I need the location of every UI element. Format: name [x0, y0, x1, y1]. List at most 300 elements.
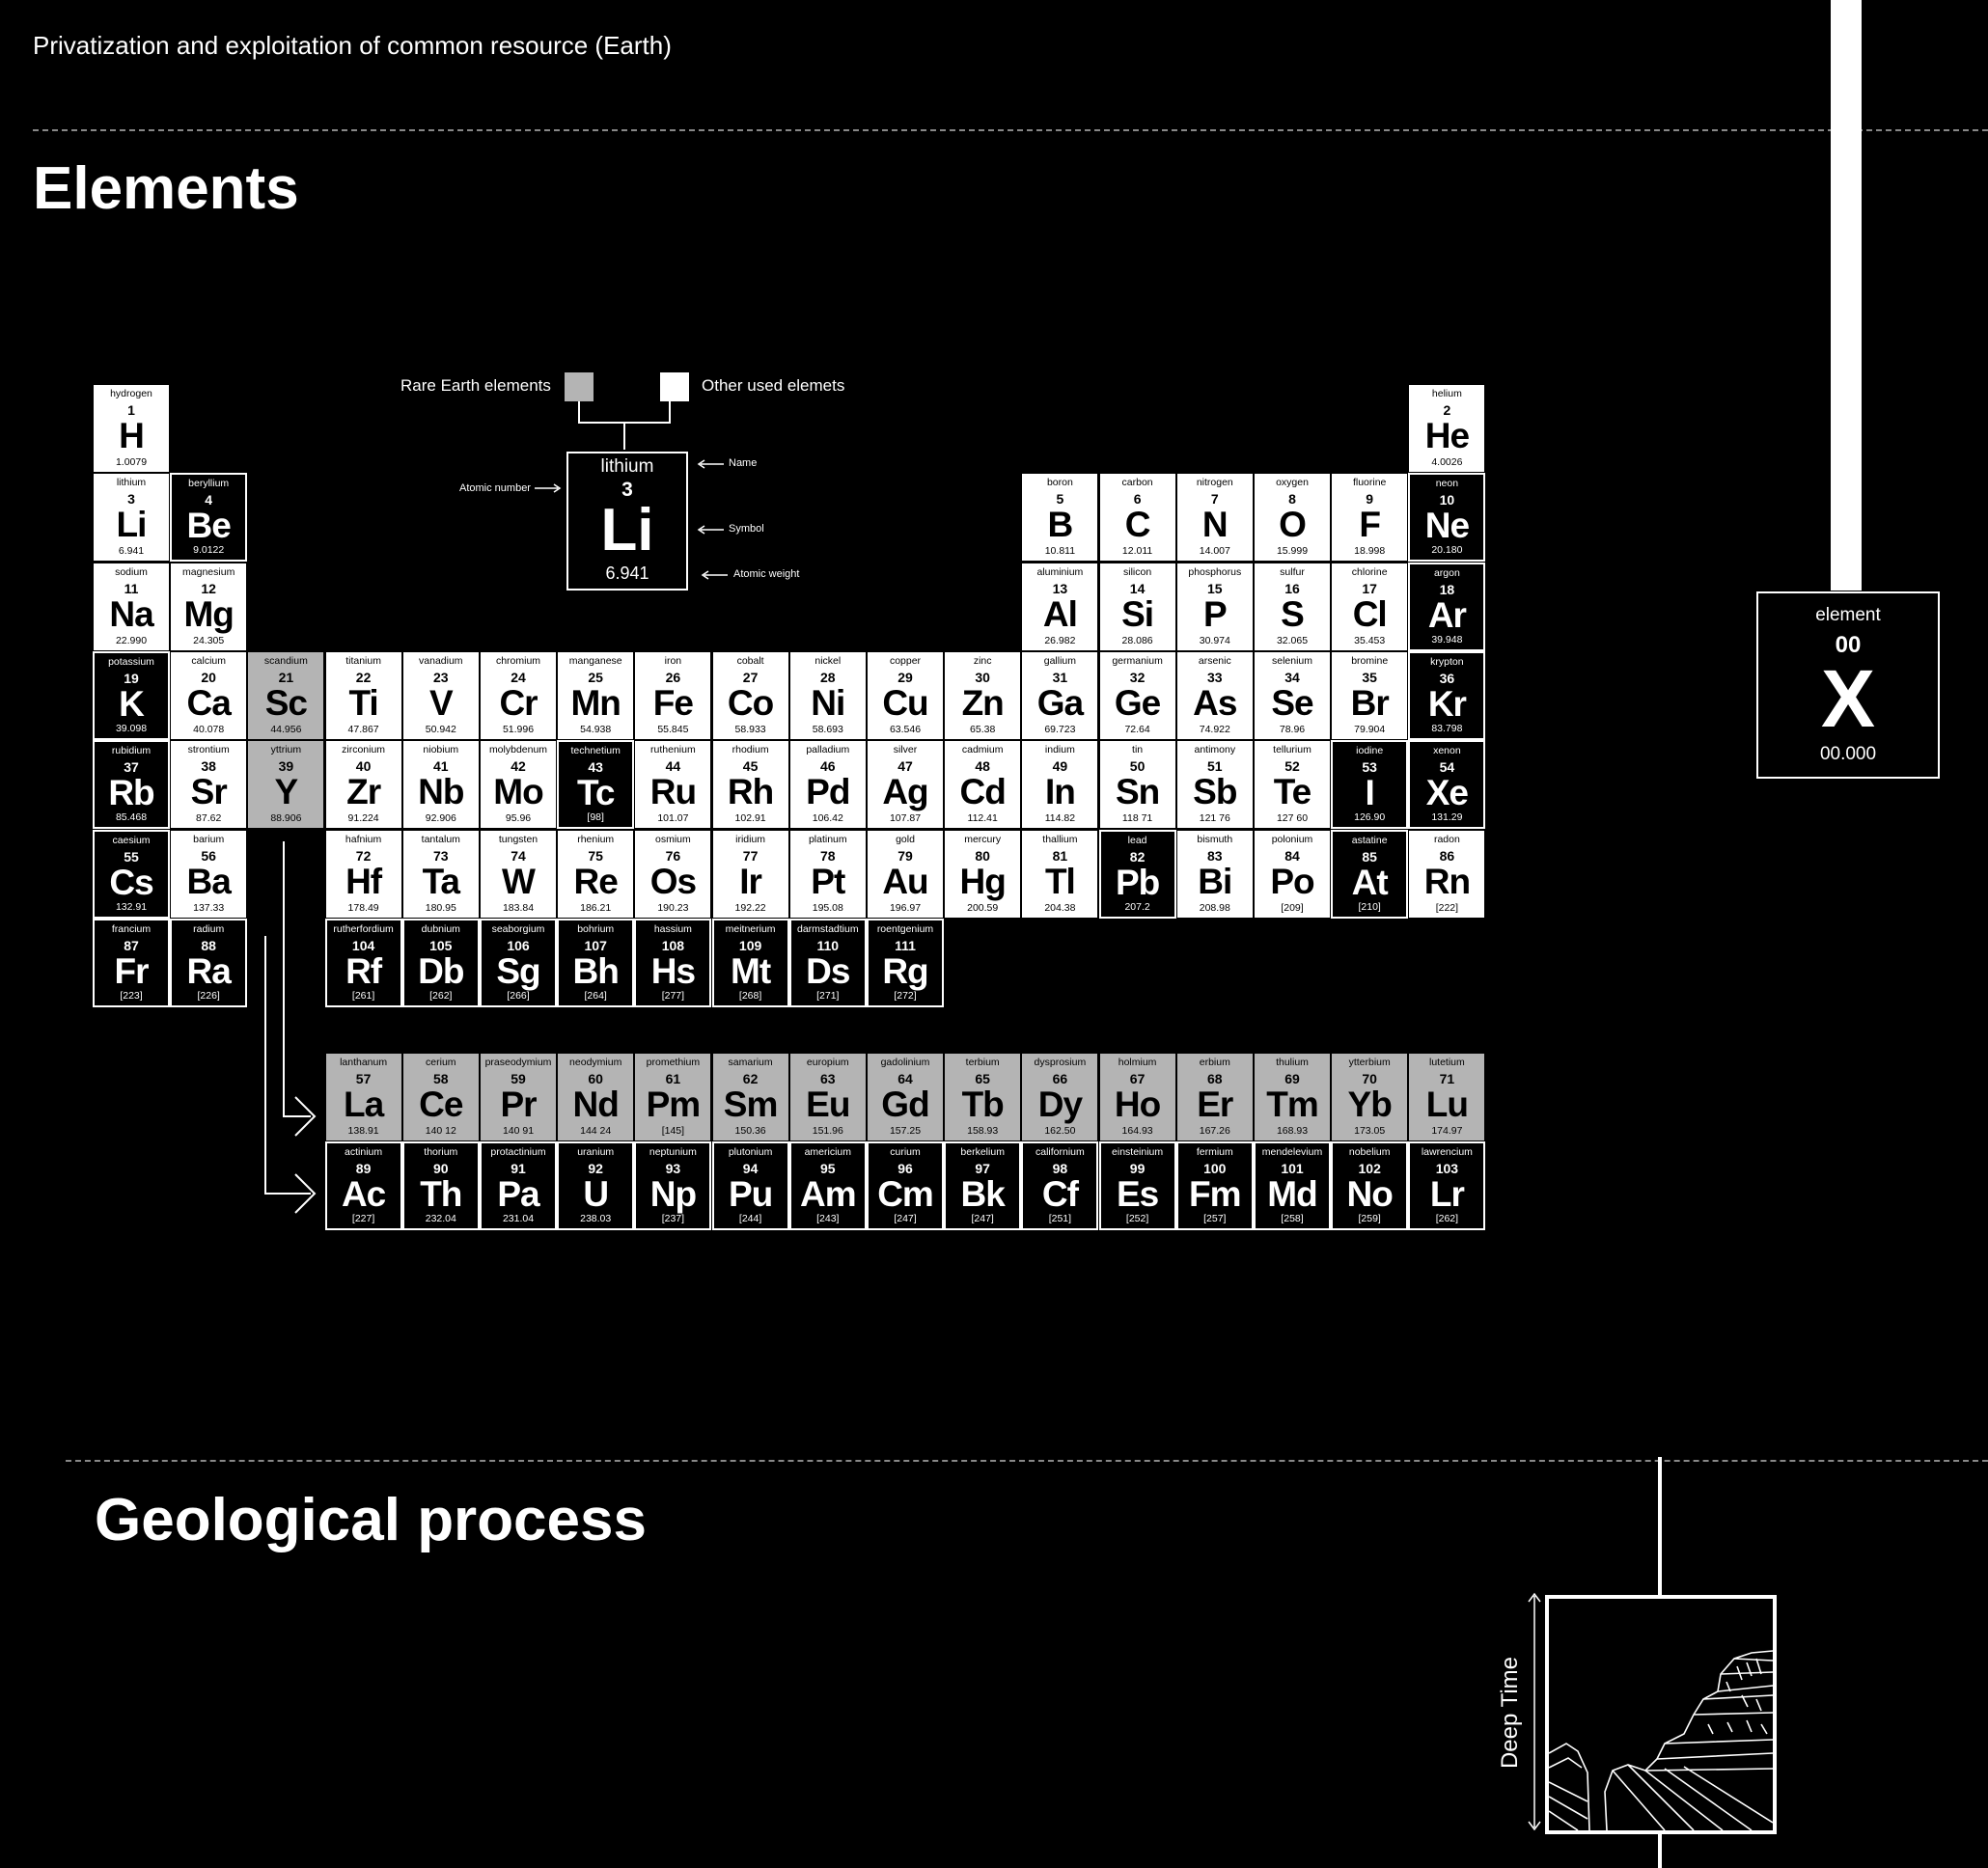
element-symbol: Yb [1347, 1085, 1392, 1124]
atomic-weight: 114.82 [1044, 812, 1076, 825]
element-symbol: Tc [576, 773, 615, 813]
atomic-number: 9 [1366, 491, 1374, 508]
element-symbol: Na [109, 593, 153, 634]
element-name: dysprosium [1034, 1057, 1087, 1068]
element-symbol: Gd [881, 1085, 929, 1124]
section-title-elements: Elements [33, 155, 299, 222]
atomic-number: 60 [588, 1071, 603, 1086]
element-symbol: Mo [493, 772, 543, 812]
element-symbol: Ne [1424, 506, 1470, 546]
atomic-weight: 200.59 [967, 901, 999, 914]
element-name: tin [1132, 744, 1144, 756]
atomic-weight: [222] [1435, 901, 1459, 914]
element-symbol: Eu [806, 1085, 850, 1124]
atomic-weight: 204.38 [1044, 901, 1076, 914]
atomic-weight: [226] [197, 989, 220, 1002]
atomic-number: 107 [584, 937, 607, 953]
atomic-number: 15 [1207, 580, 1223, 596]
element-name: neptunium [649, 1146, 697, 1158]
atomic-weight: 192.22 [734, 901, 766, 914]
atomic-weight: 51.996 [502, 723, 535, 735]
element-symbol: Cd [959, 772, 1006, 812]
atomic-weight: [266] [507, 989, 530, 1002]
element-symbol: Ca [186, 682, 231, 723]
atomic-number: 35 [1362, 669, 1377, 685]
element-name: lithium [116, 477, 147, 489]
element-symbol: Hs [650, 950, 696, 991]
atomic-weight: 196.97 [889, 901, 922, 914]
element-name: europium [806, 1057, 849, 1068]
atomic-weight: 35.453 [1354, 634, 1386, 646]
element-symbol: Ce [419, 1085, 463, 1124]
atomic-number: 11 [124, 580, 139, 596]
atomic-number: 98 [1052, 1161, 1068, 1176]
element-name: oxygen [1276, 477, 1309, 489]
atomic-weight: 58.693 [812, 723, 843, 735]
element-name: chromium [495, 654, 541, 667]
element-name: thulium [1276, 1057, 1309, 1068]
element-symbol: Sn [1115, 772, 1160, 812]
atomic-number: 4 [205, 492, 213, 508]
atomic-weight: 231.04 [502, 1213, 535, 1224]
element-name: bromine [1351, 654, 1389, 667]
atomic-weight: 208.98 [1199, 901, 1230, 914]
atomic-number: 78 [820, 847, 836, 864]
atomic-weight: 101.07 [657, 812, 689, 825]
atomic-weight: 167.26 [1199, 1125, 1230, 1137]
element-symbol: Cr [499, 682, 538, 723]
atomic-number: 109 [738, 937, 762, 953]
element-name: scandium [263, 654, 308, 667]
element-symbol: I [1365, 773, 1374, 813]
atomic-weight: 112.41 [967, 812, 998, 825]
key-symbol: Li [600, 497, 654, 563]
atomic-number: 10 [1439, 492, 1455, 508]
element-symbol: Nb [418, 772, 464, 812]
atomic-number: 50 [1129, 758, 1146, 775]
element-symbol: Ra [186, 950, 231, 991]
element-name: lanthanum [340, 1057, 388, 1068]
atomic-number: 6 [1133, 491, 1142, 508]
element-name: mendelevium [1261, 1146, 1323, 1158]
atomic-number: 13 [1052, 580, 1068, 596]
element-symbol: Rf [345, 950, 382, 991]
element-symbol: B [1047, 505, 1073, 545]
element-name: darmstadtium [796, 922, 859, 935]
element-symbol: La [344, 1085, 384, 1124]
atomic-number: 82 [1129, 848, 1146, 865]
element-name: seaborgium [491, 922, 545, 935]
atomic-number: 51 [1207, 758, 1223, 775]
element-symbol: Lr [1429, 1174, 1464, 1214]
element-symbol: Mt [731, 950, 771, 991]
atomic-number: 59 [511, 1071, 526, 1086]
element-name: rubidium [111, 745, 152, 757]
atomic-weight: 88.906 [270, 812, 302, 825]
element-name: vanadium [419, 654, 463, 667]
atomic-weight: 107.87 [889, 812, 922, 825]
element-name: sodium [115, 565, 148, 578]
element-symbol: Bi [1198, 861, 1232, 901]
atomic-weight: 118 71 [1121, 812, 1153, 825]
element-symbol: Ho [1114, 1085, 1161, 1124]
atomic-weight: 121 76 [1199, 812, 1230, 825]
atomic-weight: [262] [429, 989, 453, 1002]
atomic-weight: 150.36 [734, 1125, 766, 1137]
atomic-weight: [210] [1358, 900, 1381, 913]
atomic-weight: 12.011 [1121, 545, 1153, 558]
element-name: plutonium [728, 1146, 773, 1158]
atomic-weight: 102.91 [734, 812, 766, 825]
element-symbol: Pt [811, 861, 845, 901]
atomic-number: 101 [1281, 1161, 1304, 1176]
element-name: radon [1433, 833, 1460, 845]
atomic-weight: 151.96 [812, 1125, 843, 1137]
atomic-weight: 55.845 [657, 723, 689, 735]
element-name: hafnium [345, 833, 382, 845]
element-name: bismuth [1197, 833, 1233, 845]
element-symbol: Cm [877, 1174, 933, 1214]
atomic-weight: [277] [661, 989, 685, 1002]
atomic-number: 76 [665, 847, 681, 864]
atomic-number: 12 [201, 580, 216, 596]
atomic-weight: 30.974 [1199, 634, 1230, 646]
element-symbol: Rh [727, 772, 774, 812]
atomic-weight: 140 12 [425, 1125, 456, 1137]
atomic-number: 103 [1435, 1161, 1459, 1176]
atomic-weight: 58.933 [734, 723, 766, 735]
atomic-number: 93 [665, 1161, 681, 1176]
element-name: lead [1127, 834, 1147, 846]
atomic-number: 84 [1284, 847, 1300, 864]
element-symbol: Zr [346, 772, 381, 812]
element-symbol: Cs [109, 862, 153, 902]
element-name: tantalum [421, 833, 460, 845]
element-symbol: Rn [1423, 861, 1471, 901]
element-name: nitrogen [1196, 477, 1233, 489]
atomic-number: 74 [511, 847, 526, 864]
annotation-symbol: Symbol [729, 523, 764, 535]
atomic-number: 81 [1052, 847, 1068, 864]
atomic-weight: [264] [584, 989, 607, 1002]
element-name: polonium [1271, 833, 1313, 845]
element-name: actinium [345, 1146, 383, 1158]
element-name: magnesium [182, 565, 235, 578]
atomic-weight: 126.90 [1354, 811, 1386, 824]
element-name: yttrium [270, 744, 302, 756]
element-name: berkelium [960, 1146, 1005, 1158]
atomic-weight: 1.0079 [115, 456, 148, 468]
element-symbol: Fr [114, 950, 149, 991]
atomic-number: 23 [433, 669, 449, 685]
atomic-weight: 164.93 [1121, 1125, 1153, 1137]
legend-rare-earth-label: Rare Earth elements [400, 376, 551, 395]
key-weight: 6.941 [605, 563, 649, 583]
element-symbol: In [1044, 772, 1075, 812]
element-name: arsenic [1198, 654, 1231, 667]
element-symbol: Pm [646, 1085, 701, 1124]
atomic-weight: [223] [120, 989, 143, 1002]
element-symbol: Bk [960, 1174, 1005, 1214]
atomic-number: 2 [1443, 402, 1451, 418]
atomic-weight: 44.956 [270, 723, 302, 735]
key-name: lithium [600, 456, 654, 477]
atomic-number: 77 [742, 847, 759, 864]
element-symbol: Ba [186, 861, 231, 901]
element-symbol: Sg [496, 950, 540, 991]
element-symbol: Pr [500, 1085, 537, 1124]
atomic-number: 19 [124, 670, 139, 686]
element-name: strontium [187, 744, 230, 756]
atomic-number: 85 [1362, 848, 1377, 865]
element-name: helium [1431, 388, 1462, 399]
atomic-weight: 207.2 [1124, 900, 1150, 913]
element-name: caesium [112, 834, 151, 846]
element-name: erbium [1199, 1057, 1230, 1068]
atomic-number: 104 [351, 937, 375, 953]
element-name: iridium [735, 833, 766, 845]
element-symbol: Sc [264, 682, 308, 723]
atomic-number: 100 [1203, 1161, 1227, 1176]
element-symbol: Fm [1189, 1174, 1241, 1214]
atomic-number: 44 [665, 758, 681, 775]
atomic-number: 55 [124, 848, 139, 865]
atomic-weight: 162.50 [1044, 1125, 1076, 1137]
atomic-weight: 178.49 [347, 901, 379, 914]
atomic-number: 32 [1129, 669, 1146, 685]
element-symbol: O [1279, 505, 1306, 545]
atomic-weight: [259] [1358, 1213, 1381, 1224]
element-symbol: Os [649, 861, 697, 901]
placeholder-weight: 00.000 [1819, 744, 1877, 764]
atomic-weight: [252] [1125, 1213, 1149, 1224]
atomic-number: 58 [433, 1071, 449, 1086]
element-name: platinum [808, 833, 847, 845]
atomic-weight: 14.007 [1199, 545, 1230, 558]
element-symbol: Kr [1427, 683, 1466, 724]
atomic-weight: 157.25 [889, 1125, 922, 1137]
element-name: terbium [965, 1057, 1000, 1068]
atomic-number: 47 [897, 758, 913, 775]
element-symbol: Se [1271, 682, 1313, 723]
element-symbol: Sr [190, 772, 227, 812]
atomic-number: 49 [1052, 758, 1068, 775]
atomic-number: 79 [897, 847, 913, 864]
element-symbol: Ta [422, 861, 460, 901]
element-symbol: Am [799, 1174, 856, 1214]
atomic-number: 3 [127, 491, 135, 508]
atomic-number: 17 [1362, 580, 1377, 596]
atomic-number: 37 [124, 759, 139, 776]
atomic-weight: 74.922 [1199, 723, 1230, 735]
atomic-weight: 91.224 [347, 812, 379, 825]
atomic-number: 25 [588, 669, 603, 685]
element-name: copper [889, 654, 922, 667]
element-name: antimony [1194, 744, 1236, 756]
element-symbol: Es [1116, 1174, 1159, 1214]
atomic-weight: 87.62 [196, 812, 222, 825]
element-name: cerium [426, 1057, 456, 1068]
element-symbol: V [428, 682, 453, 723]
atomic-weight: 158.93 [967, 1125, 999, 1137]
element-symbol: Ni [811, 682, 845, 723]
atomic-number: 94 [742, 1161, 759, 1176]
atomic-weight: [262] [1435, 1213, 1459, 1224]
atomic-number: 62 [742, 1071, 759, 1086]
element-name: tellurium [1273, 744, 1312, 756]
element-name: beryllium [188, 478, 230, 490]
element-name: thorium [424, 1146, 458, 1158]
atomic-number: 71 [1439, 1071, 1455, 1086]
element-name: selenium [1271, 654, 1313, 667]
atomic-weight: 168.93 [1276, 1125, 1309, 1137]
geological-cliff-illustration [1549, 1599, 1773, 1830]
atomic-weight: 20.180 [1431, 544, 1463, 557]
element-name: radium [193, 922, 225, 935]
element-name: promethium [646, 1057, 701, 1068]
element-symbol: Tb [961, 1085, 1004, 1124]
atomic-weight: [247] [971, 1213, 994, 1224]
geology-image-frame[interactable] [1545, 1595, 1777, 1834]
atomic-weight: 183.84 [502, 901, 535, 914]
atomic-number: 108 [661, 937, 685, 953]
element-name: mercury [964, 833, 1002, 845]
element-name: barium [193, 833, 225, 845]
atomic-number: 16 [1284, 580, 1300, 596]
element-name: nickel [815, 654, 842, 667]
element-name: gold [896, 833, 915, 845]
element-symbol: Dy [1037, 1085, 1083, 1124]
atomic-number: 95 [820, 1161, 836, 1176]
atomic-number: 46 [820, 758, 836, 775]
atomic-number: 45 [742, 758, 759, 775]
atomic-number: 14 [1129, 580, 1146, 596]
element-name: manganese [568, 654, 622, 667]
atomic-number: 64 [897, 1071, 913, 1086]
atomic-weight: 40.078 [193, 723, 225, 735]
element-name: samarium [728, 1057, 773, 1068]
atomic-weight: [244] [738, 1213, 762, 1224]
element-name: neon [1435, 478, 1459, 490]
atomic-weight: 95.96 [505, 812, 532, 825]
atomic-weight: 10.811 [1044, 545, 1076, 558]
atomic-weight: 50.942 [425, 723, 456, 735]
atomic-weight: 85.468 [115, 811, 148, 824]
atomic-weight: 137.33 [193, 901, 225, 914]
atomic-weight: [271] [816, 989, 840, 1002]
atomic-weight: [227] [351, 1213, 375, 1224]
element-symbol: Fe [652, 682, 693, 723]
element-name: rhodium [732, 744, 769, 756]
element-name: zinc [973, 654, 992, 667]
atomic-weight: 9.0122 [193, 544, 225, 557]
atomic-number: 90 [433, 1161, 449, 1176]
atomic-weight: 4.0026 [1431, 456, 1463, 468]
atomic-weight: 92.906 [425, 812, 456, 825]
element-name: niobium [423, 744, 459, 756]
element-symbol: H [119, 416, 144, 455]
element-symbol: Pd [806, 772, 850, 812]
atomic-number: 56 [201, 847, 216, 864]
element-symbol: S [1281, 593, 1304, 634]
atomic-number: 66 [1052, 1071, 1068, 1086]
atomic-weight: 173.05 [1354, 1125, 1386, 1137]
atomic-weight: 39.098 [115, 722, 148, 734]
element-symbol: U [583, 1174, 609, 1214]
element-symbol: Ar [1427, 594, 1466, 635]
atomic-weight: 32.065 [1276, 634, 1309, 646]
element-name: chlorine [1351, 565, 1388, 578]
element-symbol: C [1124, 505, 1150, 545]
atomic-number: 69 [1284, 1071, 1300, 1086]
atomic-weight: 195.08 [812, 901, 843, 914]
atomic-number: 80 [975, 847, 990, 864]
element-name: francium [111, 922, 152, 935]
atomic-weight: 180.95 [425, 901, 456, 914]
atomic-weight: [145] [661, 1125, 685, 1137]
element-name: dubnium [421, 922, 460, 935]
atomic-number: 110 [816, 937, 840, 953]
element-name: hassium [653, 922, 692, 935]
atomic-weight: 26.982 [1044, 634, 1076, 646]
element-name: hydrogen [110, 388, 152, 399]
atomic-number: 41 [433, 758, 449, 775]
atomic-number: 48 [975, 758, 990, 775]
element-name: holmium [1118, 1057, 1157, 1068]
atomic-number: 88 [201, 937, 216, 953]
atomic-number: 72 [355, 847, 372, 864]
element-symbol: Ru [649, 772, 697, 812]
atomic-number: 29 [897, 669, 913, 685]
atomic-number: 102 [1358, 1161, 1381, 1176]
element-name: neodymium [569, 1057, 622, 1068]
element-name: thallium [1042, 833, 1078, 845]
atomic-number: 105 [429, 937, 453, 953]
element-symbol: Ir [739, 861, 761, 901]
atomic-weight: [268] [738, 989, 762, 1002]
atomic-weight: 140 91 [502, 1125, 535, 1137]
element-symbol: Re [573, 861, 618, 901]
atomic-weight: 132.91 [115, 900, 148, 913]
element-symbol: Rb [108, 773, 154, 813]
element-symbol: Ga [1036, 682, 1084, 723]
atomic-number: 96 [897, 1161, 913, 1176]
element-name: meitnerium [725, 922, 776, 935]
atomic-weight: [272] [894, 989, 917, 1002]
element-symbol: Sb [1193, 772, 1237, 812]
atomic-number: 75 [588, 847, 603, 864]
element-name: rhenium [577, 833, 615, 845]
atomic-weight: 39.948 [1431, 633, 1463, 646]
element-symbol: Al [1042, 593, 1077, 634]
element-name: gadolinium [880, 1057, 930, 1068]
element-name: cobalt [736, 654, 764, 667]
atomic-weight: [258] [1281, 1213, 1304, 1224]
element-symbol: Lu [1425, 1085, 1468, 1124]
element-name: technetium [570, 745, 621, 757]
atomic-weight: 131.29 [1431, 811, 1463, 824]
element-symbol: Db [418, 950, 464, 991]
element-symbol: Co [727, 682, 774, 723]
atomic-number: 34 [1284, 669, 1300, 685]
atomic-weight: 72.64 [1124, 723, 1150, 735]
atomic-number: 106 [507, 937, 530, 953]
element-name: carbon [1121, 477, 1153, 489]
element-symbol: Mg [183, 593, 234, 634]
atomic-weight: [251] [1048, 1213, 1072, 1224]
element-symbol: Br [1350, 682, 1389, 723]
atomic-weight: 18.998 [1354, 545, 1386, 558]
